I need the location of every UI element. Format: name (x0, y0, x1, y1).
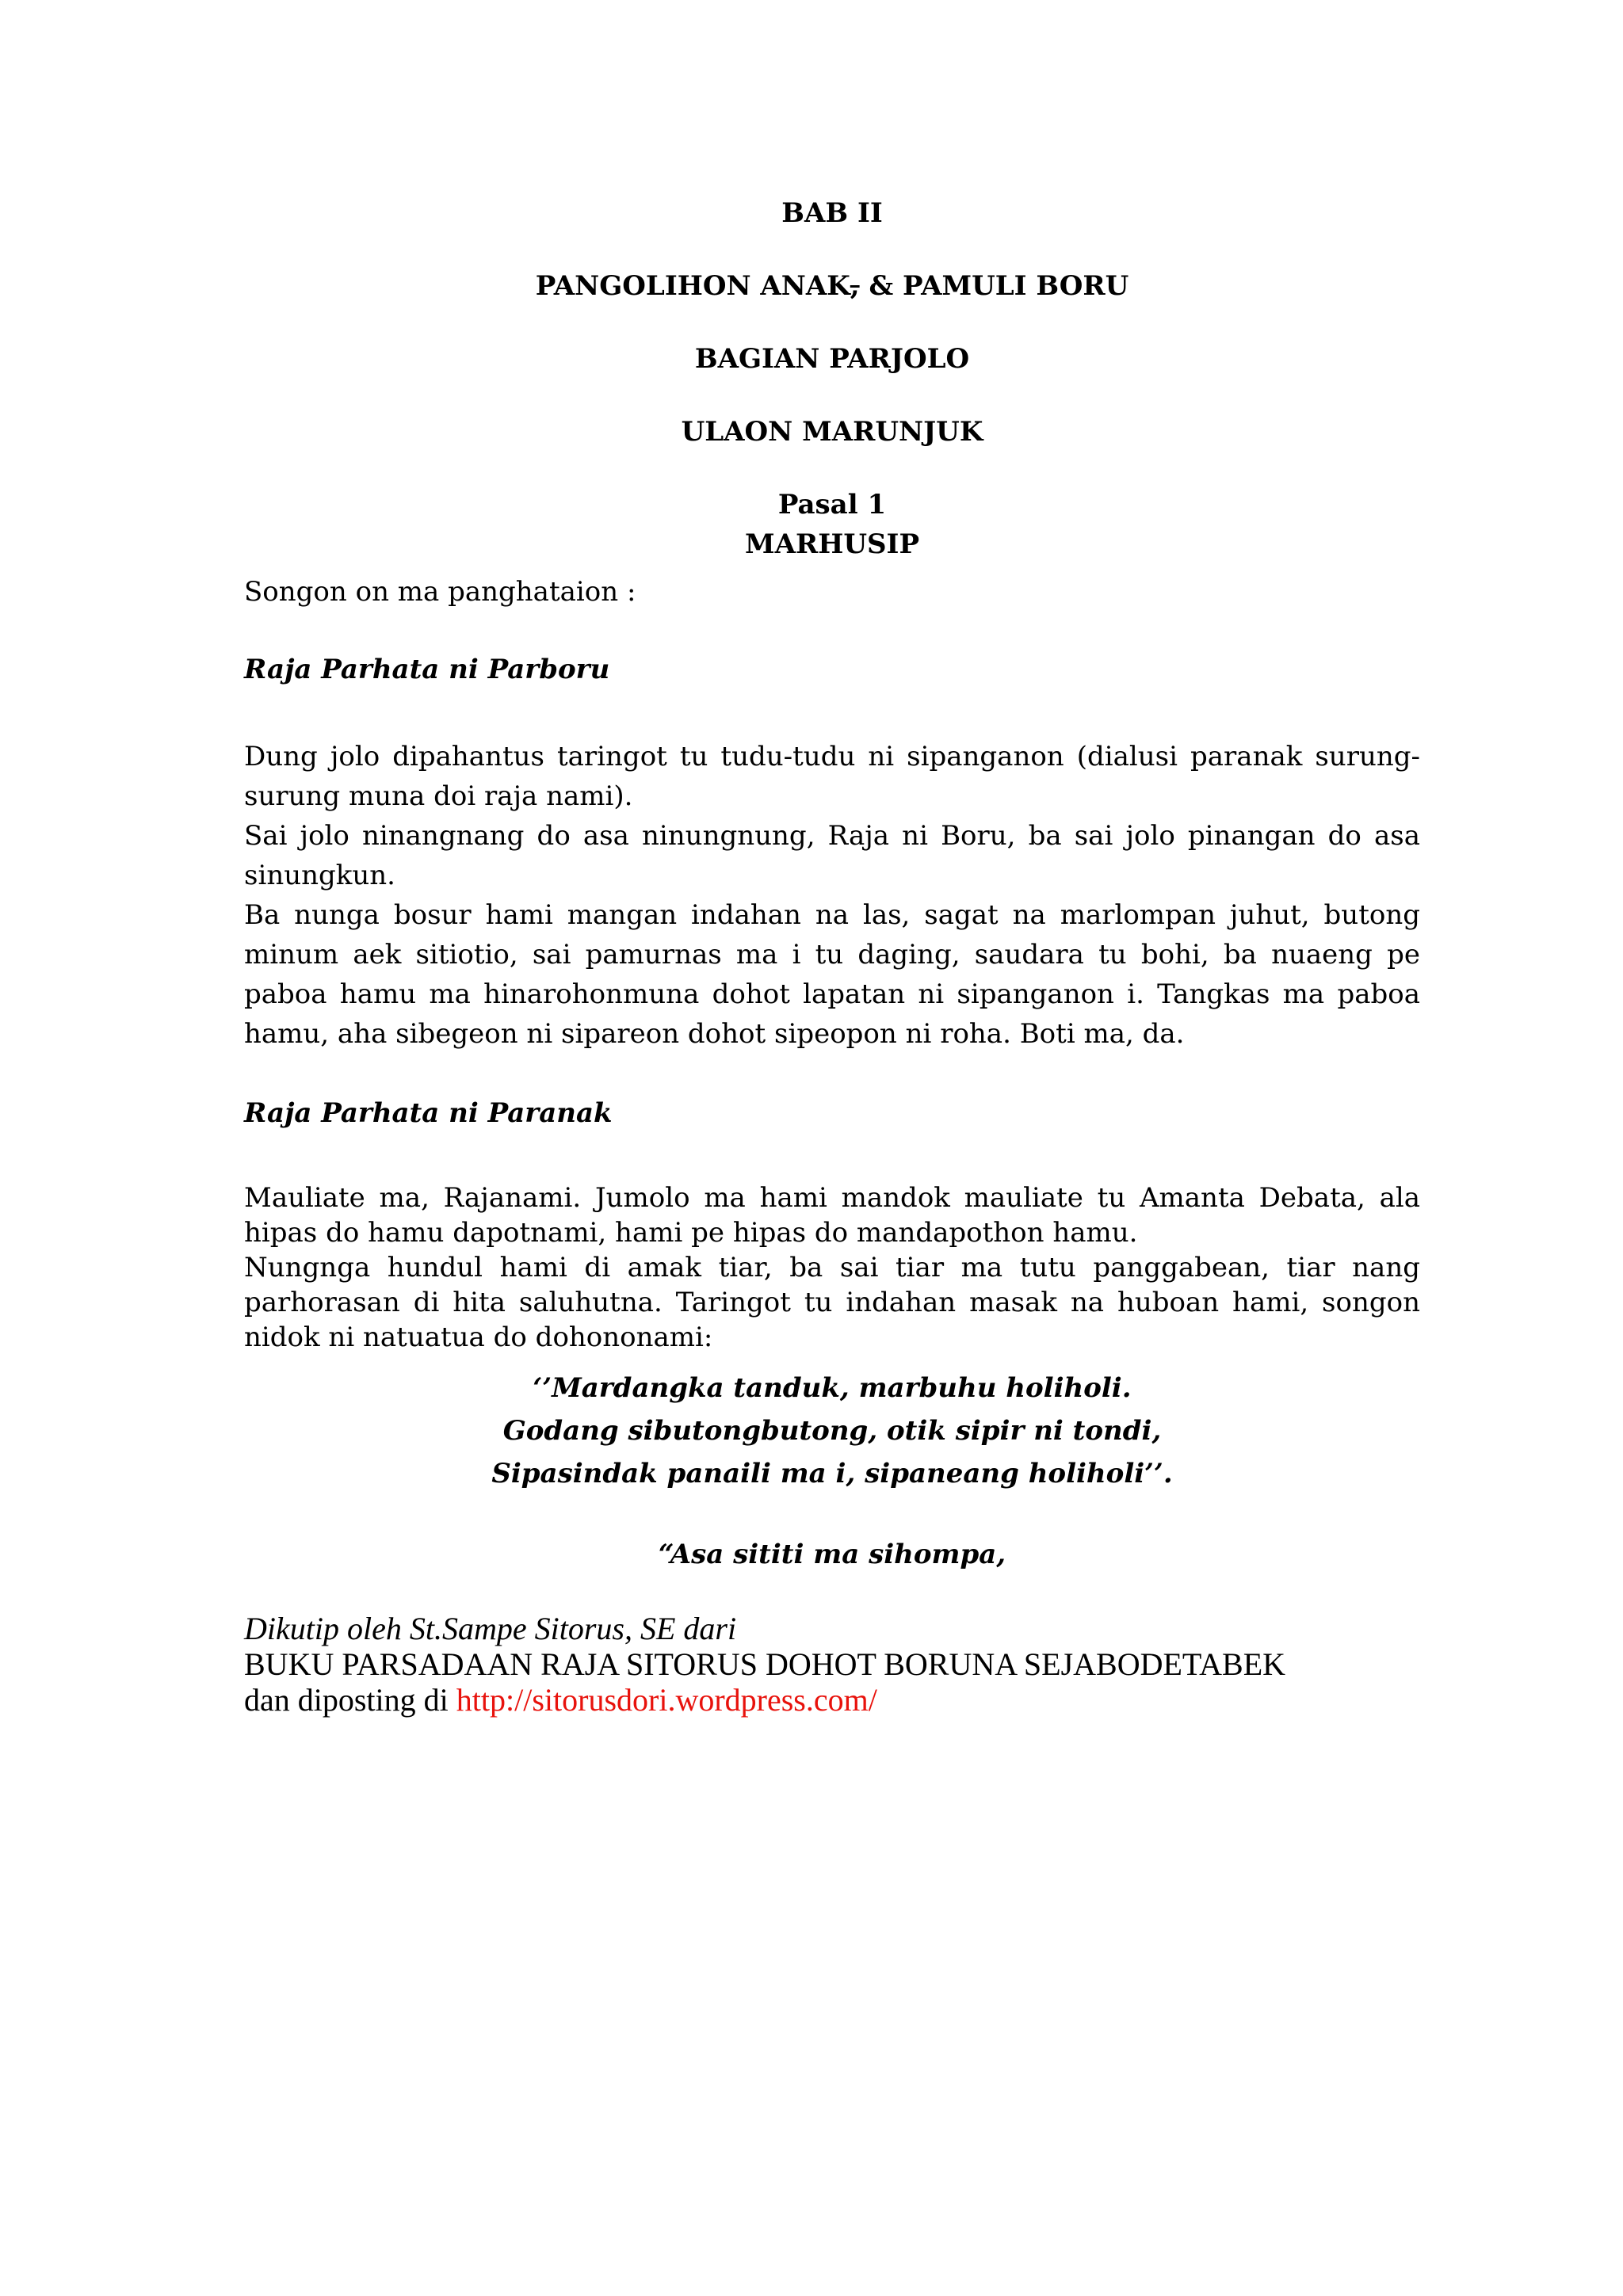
chapter-title-struck-comma: , (850, 270, 860, 302)
book-source: BUKU PARSADAAN RAJA SITORUS DOHOT BORUNA SEJABODETABEK (244, 1646, 1286, 1682)
verse-block (244, 1367, 1420, 1495)
chapter-heading: BAB II (781, 197, 883, 229)
section1-body (244, 737, 1420, 1054)
chapter-title-part-2: & PAMULI BORU (859, 270, 1129, 302)
section1-paragraph: Sai jolo ninangnang do asa ninungnung, Raja ni Boru, ba sai jolo pinangan do asa sinungkun. (244, 820, 1420, 891)
closing-line: “Asa sititi ma sihompa, (658, 1539, 1006, 1570)
section1-paragraph: Dung jolo dipahantus taringot tu tudu-tudu ni sipanganon (dialusi paranak surung-surung muna doi raja nami). (244, 741, 1420, 812)
verse-line: Godang sibutongbutong, otik sipir ni tondi, (502, 1415, 1162, 1447)
posting-prefix: dan diposting di (244, 1682, 456, 1718)
chapter-title (244, 268, 1420, 304)
speaker-parboru: Raja Parhata ni Parboru (244, 654, 610, 685)
verse-line: Sipasindak panaili ma i, sipaneang holiholi’’. (491, 1458, 1173, 1489)
posting-note (244, 1681, 877, 1718)
source-link[interactable]: http://sitorusdori.wordpress.com/ (456, 1682, 877, 1718)
section2-body (244, 1180, 1420, 1355)
verse-line: ‘’Mardangka tanduk, marbuhu holiholi. (533, 1372, 1132, 1404)
speaker-paranak: Raja Parhata ni Paranak (244, 1097, 613, 1129)
intro-text: Songon on ma panghataion : (244, 576, 636, 608)
chapter-title-part-1: PANGOLIHON ANAK (535, 270, 850, 302)
quote-attribution: Dikutip oleh St.Sampe Sitorus, SE dari (244, 1611, 737, 1646)
subsection-heading: ULAON MARUNJUK (681, 416, 983, 448)
section-heading: BAGIAN PARJOLO (694, 343, 970, 375)
section1-paragraph: Ba nunga bosur hami mangan indahan na las, sagat na marlompan juhut, butong minum aek sitiotio, sai pamurnas ma i tu daging, saudara tu bohi, ba nuaeng pe paboa hamu ma hinarohonmuna dohot lapatan ni sipanganon i. Tangkas ma paboa hamu, aha sibegeon ni sipareon dohot sipeopon ni roha. Boti ma, da. (244, 899, 1420, 1050)
article-number: Pasal 1 (777, 489, 887, 521)
article-title: MARHUSIP (744, 528, 920, 560)
section2-paragraph: Mauliate ma, Rajanami. Jumolo ma hami mandok mauliate tu Amanta Debata, ala hipas do hamu dapotnami, hami pe hipas do mandapothon hamu. (244, 1182, 1420, 1249)
section2-paragraph: Nungnga hundul hami di amak tiar, ba sai tiar ma tutu panggabean, tiar nang parhorasan di hita saluhutna. Taringot tu indahan masak na huboan hami, songon nidok ni natuatua do dohononami: (244, 1252, 1420, 1353)
